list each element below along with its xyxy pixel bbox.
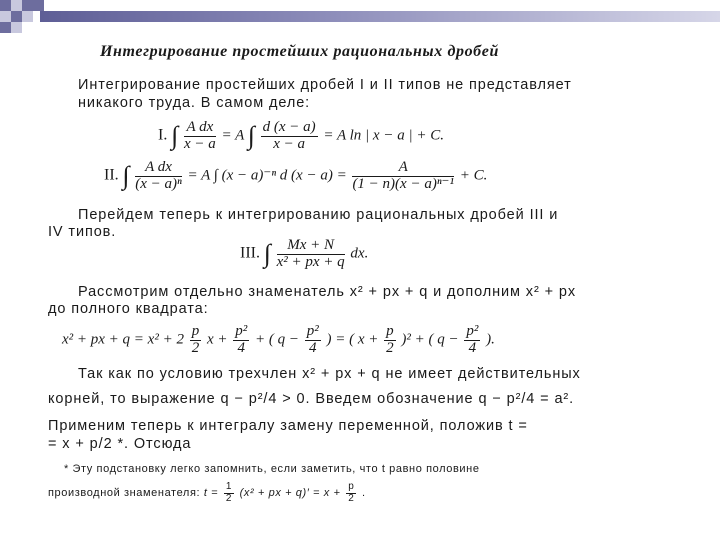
math-text: )² + ( q − <box>401 331 459 348</box>
math-text: ). <box>486 331 495 348</box>
math-text: ) = ( x + <box>326 331 379 348</box>
formula-II <box>104 160 487 193</box>
integral-sign: ∫ <box>171 120 179 150</box>
math-text: = A <box>221 127 244 144</box>
fraction-numerator: p <box>348 481 355 492</box>
fraction-numerator: p <box>386 323 394 339</box>
page-title: Интегрирование простейших рациональных дробей <box>100 43 499 60</box>
paragraph-line: корней, то выражение q − p²/4 > 0. Введем обозначение q − p²/4 = a². <box>48 391 575 407</box>
integral-sign: ∫ <box>247 120 255 150</box>
fraction-denominator: (1 − n)(x − a)ⁿ⁻¹ <box>352 175 454 192</box>
formula-label: II. <box>104 166 119 184</box>
fraction-denominator: 4 <box>309 339 317 356</box>
formula-label: I. <box>158 126 168 144</box>
footnote-line <box>48 482 366 504</box>
math-text: . <box>362 486 366 499</box>
fraction-numerator: p <box>191 323 200 339</box>
fraction-denominator: 2 <box>386 339 394 356</box>
fraction-denominator: 2 <box>225 492 232 504</box>
math-text: (x² + px + q)′ = x + <box>239 486 341 499</box>
math-text: x² + px + q = x² + 2 <box>62 331 184 348</box>
math-text: + ( q − <box>255 331 299 348</box>
fraction-numerator: p² <box>466 323 479 339</box>
math-text: x + <box>206 331 228 348</box>
formula-label: III. <box>240 244 260 262</box>
footnote-text: производной знаменателя: <box>48 486 201 499</box>
math-text: = A ln | x − a | + C. <box>323 127 444 144</box>
fraction-denominator: x² + px + q <box>276 253 345 270</box>
integral-sign: ∫ <box>263 238 271 268</box>
paragraph-line: IV типов. <box>48 224 117 240</box>
paragraph-line: Рассмотрим отдельно знаменатель x² + px + q и дополним x² + px <box>78 284 577 300</box>
fraction-denominator: x − a <box>273 135 306 152</box>
fraction-numerator: 1 <box>225 481 232 492</box>
fraction-denominator: x − a <box>183 135 216 152</box>
paragraph-line: до полного квадрата: <box>48 301 209 317</box>
fraction-numerator: Mx + N <box>277 238 345 255</box>
formula-square <box>62 324 495 357</box>
fraction-denominator: 4 <box>237 339 245 356</box>
fraction-numerator: A <box>352 160 454 177</box>
formula-III <box>240 238 368 271</box>
fraction-numerator: p² <box>306 323 319 339</box>
paragraph-line: никакого труда. В самом деле: <box>78 95 311 111</box>
paragraph-line: = x + p/2 *. Отсюда <box>48 436 192 452</box>
fraction-denominator: 2 <box>348 492 355 504</box>
paragraph-line: Перейдем теперь к интегрированию рациональных дробей III и <box>78 207 559 223</box>
fraction-numerator: A dx <box>184 120 216 137</box>
math-text: = A ∫ (x − a)⁻ⁿ d (x − a) = <box>187 167 347 184</box>
fraction-numerator: p² <box>235 323 248 339</box>
math-text: + C. <box>459 167 488 184</box>
fraction-numerator: A dx <box>135 160 182 177</box>
formula-I <box>158 120 444 153</box>
paragraph-line: Интегрирование простейших дробей I и II типов не представляет <box>78 77 572 93</box>
paragraph-line: Так как по условию трехчлен x² + px + q не имеет действительных <box>78 366 581 382</box>
fraction-numerator: d (x − a) <box>262 119 316 135</box>
fraction-denominator: 2 <box>191 339 200 356</box>
integral-sign: ∫ <box>122 160 130 190</box>
fraction-denominator: (x − a)ⁿ <box>135 175 182 192</box>
math-text: t = <box>203 486 219 499</box>
footnote-line: * Эту подстановку легко запомнить, если заметить, что t равно половине <box>64 463 480 475</box>
paragraph-line: Применим теперь к интегралу замену переменной, положив t = <box>48 418 528 434</box>
fraction-denominator: 4 <box>468 339 477 356</box>
math-text: dx. <box>350 245 369 262</box>
